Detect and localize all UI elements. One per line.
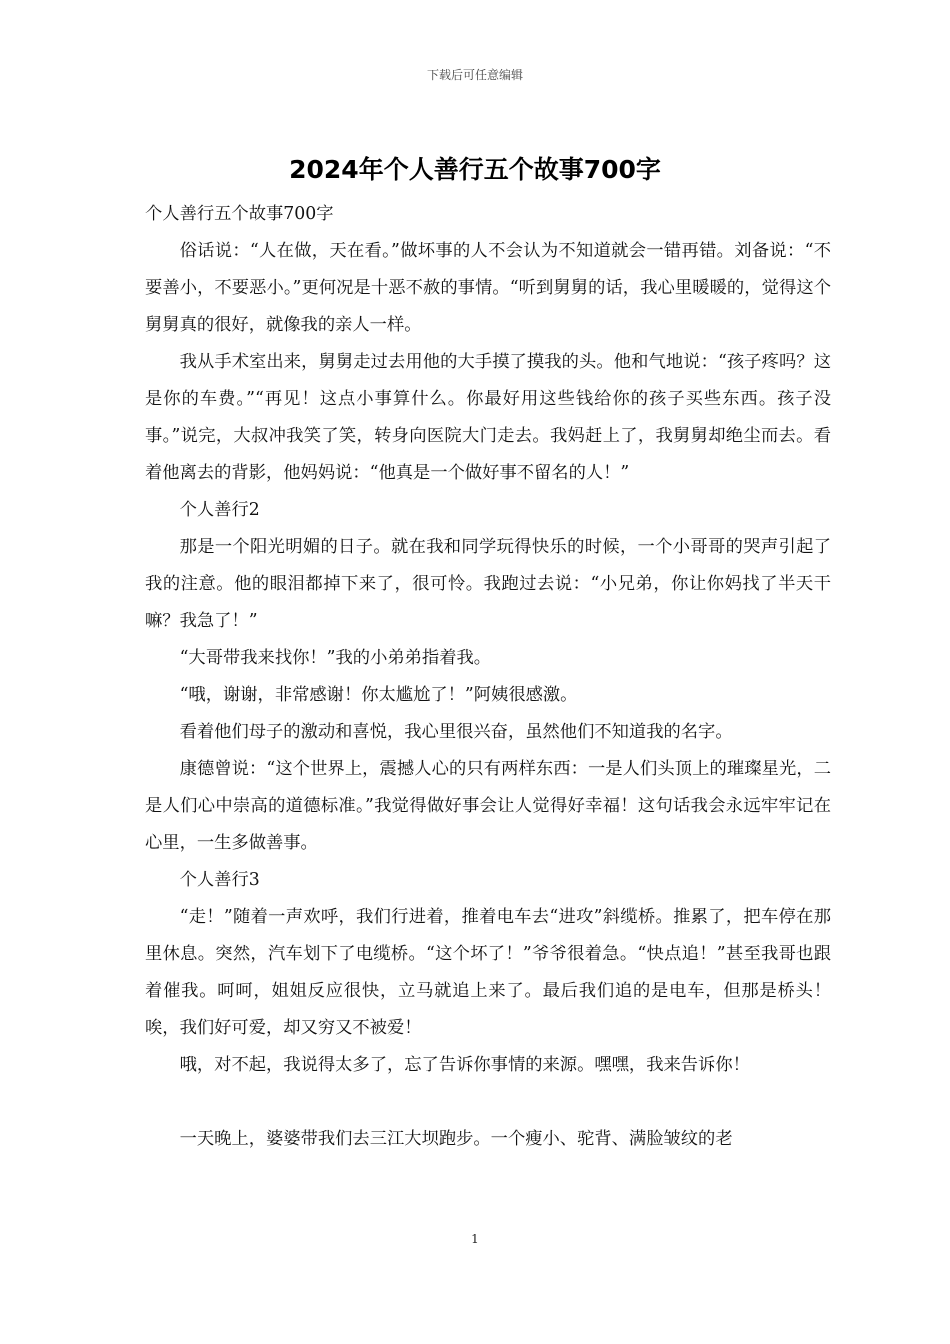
page-header: 下载后可任意编辑 [426,68,523,82]
paragraph: 俗话说：“人在做，天在看。”做坏事的人不会认为不知道就会一错再错。刘备说：“不要善小，不要恶小。”更何况是十恶不赦的事情。“听到舅舅的话，我心里暖暖的，觉得这个舅舅真的很好，就像我的亲人一样。 [145,241,831,335]
paragraph: 那是一个阳光明媚的日子。就在我和同学玩得快乐的时候，一个小哥哥的哭声引起了我的注意。他的眼泪都掉下来了，很可怜。我跑过去说：“小兄弟，你让你妈找了半天干嘛？我急了！” [145,537,831,631]
paragraph-subtitle: 个人善行五个故事700字 [145,204,334,224]
document-body [145,196,831,1158]
paragraph: 哦，对不起，我说得太多了，忘了告诉你事情的来源。嘿嘿，我来告诉你！ [179,1055,750,1075]
section-heading: 个人善行3 [179,870,260,890]
paragraph: 一天晚上，婆婆带我们去三江大坝跑步。一个瘦小、驼背、满脸皱纹的老 [179,1129,733,1149]
document-title: 2024年个人善行五个故事700字 [289,155,661,184]
paragraph: “走！”随着一声欢呼，我们行进着，推着电车去“进攻”斜缆桥。推累了，把车停在那里休息。突然，汽车划下了电缆桥。“这个坏了！”爷爷很着急。“快点追！”甚至我哥也跟着催我。呵呵，姐姐反应很快，立马就追上来了。最后我们追的是电车，但那是桥头！唉，我们好可爱，却又穷又不被爱！ [145,907,831,1038]
paragraph: “哦，谢谢，非常感谢！你太尴尬了！”阿姨很感激。 [179,685,578,705]
paragraph: 康德曾说：“这个世界上，震撼人心的只有两样东西：一是人们头顶上的璀璨星光，二是人们心中崇高的道德标准。”我觉得做好事会让人觉得好幸福！这句话我会永远牢牢记在心里，一生多做善事。 [145,759,831,853]
section-heading: 个人善行2 [179,500,260,520]
paragraph: 我从手术室出来，舅舅走过去用他的大手摸了摸我的头。他和气地说：“孩子疼吗？这是你的车费。”“再见！这点小事算什么。你最好用这些钱给你的孩子买些东西。孩子没事。”说完，大叔冲我笑了笑，转身向医院大门走去。我妈赶上了，我舅舅却绝尘而去。看着他离去的背影，他妈妈说：“他真是一个做好事不留名的人！” [145,352,831,483]
paragraph: “大哥带我来找你！”我的小弟弟指着我。 [179,648,492,668]
paragraph: 看着他们母子的激动和喜悦，我心里很兴奋，虽然他们不知道我的名字。 [179,722,733,742]
page-number: 1 [471,1232,479,1246]
